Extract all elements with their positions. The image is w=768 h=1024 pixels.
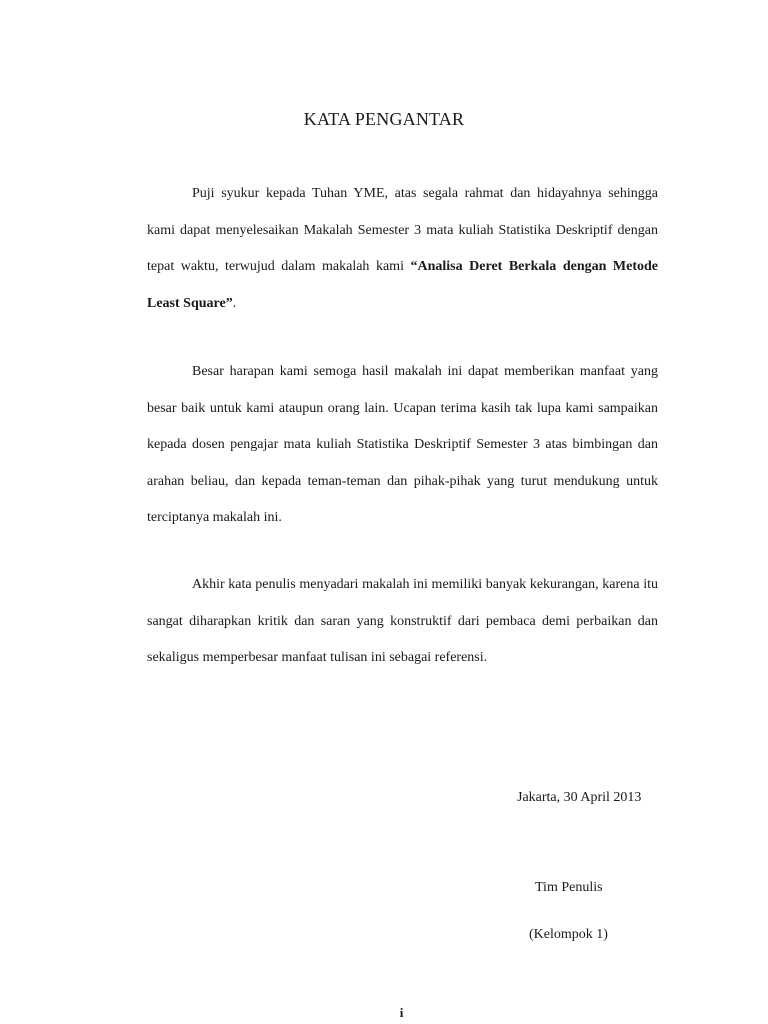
paragraph-3-text: Akhir kata penulis menyadari makalah ini memiliki banyak kekurangan, karena itu sangat diharapkan kritik dan saran yang konstruktif dari pembaca demi perbaikan dan sekaligus memperbesar manfaat tulisan ini sebagai referensi. — [147, 577, 658, 666]
paragraph-1 — [147, 176, 658, 322]
paper-title-bold: “Analisa Deret Berkala dengan Metode Least Square” — [147, 259, 659, 311]
page-number: i — [399, 1005, 404, 1020]
paragraph-1-text: Puji syukur kepada Tuhan YME, atas segala rahmat dan hidayahnya sehingga kami dapat menyelesaikan Makalah Semester 3 mata kuliah Statistika Deskriptif dengan tepat waktu, terwujud dalam makalah kami — [147, 186, 658, 275]
place-date: Jakarta, 30 April 2013 — [517, 790, 642, 805]
paragraph-2 — [147, 354, 658, 537]
signer-name: Tim Penulis — [535, 880, 603, 895]
paragraph-3 — [147, 567, 658, 677]
group-label: (Kelompok 1) — [529, 927, 608, 942]
paragraph-2-text: Besar harapan kami semoga hasil makalah ini dapat memberikan manfaat yang besar baik untuk kami ataupun orang lain. Ucapan terima kasih tak lupa kami sampaikan kepada dosen pengajar mata kuliah Statistika Deskriptif Semester 3 atas bimbingan dan arahan beliau, dan kepada teman-teman dan pihak-pihak yang turut mendukung untuk terciptanya makalah ini. — [147, 364, 658, 526]
paragraph-1-end: . — [232, 295, 237, 311]
page-title: KATA PENGANTAR — [303, 109, 465, 129]
